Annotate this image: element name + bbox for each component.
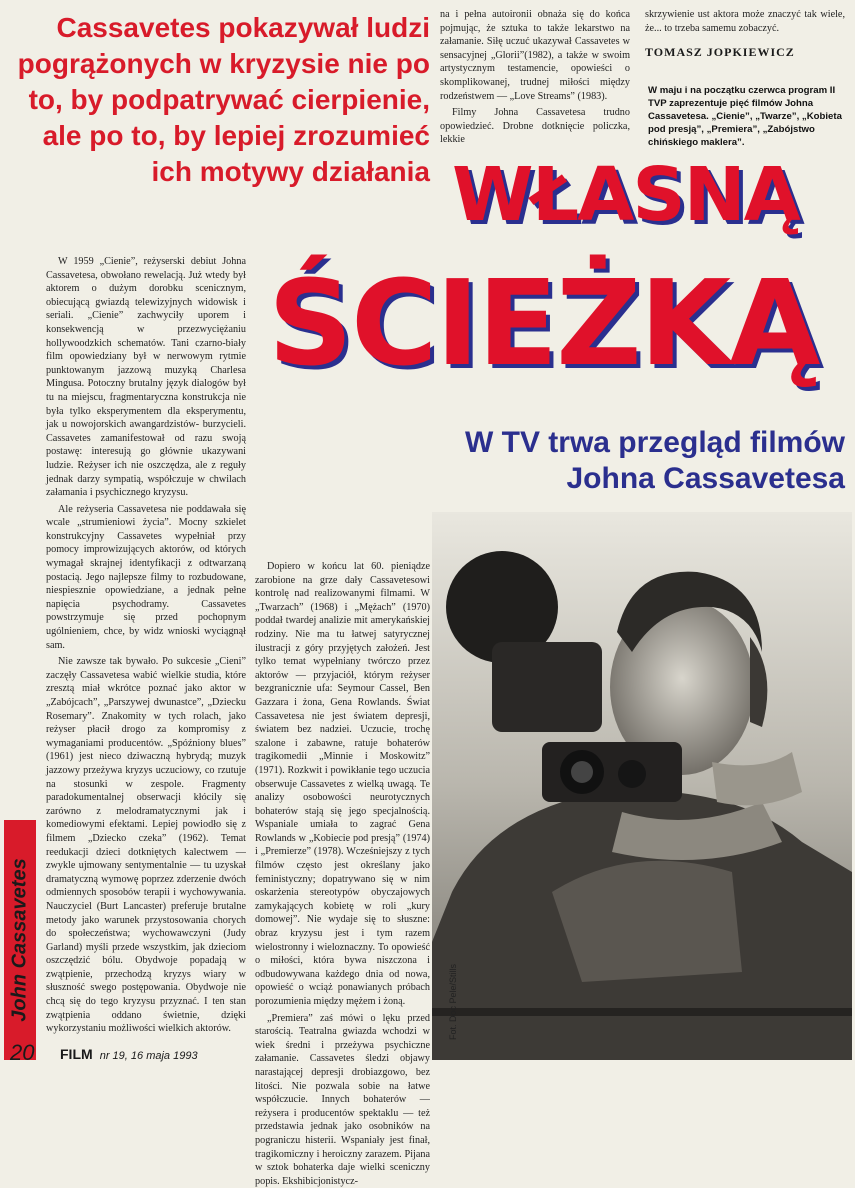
top-column-2 bbox=[645, 8, 845, 35]
footer bbox=[60, 1046, 198, 1062]
left-column bbox=[46, 255, 246, 1036]
side-label-tab bbox=[4, 820, 36, 1060]
top-column-1-text-2: Filmy Johna Cassavetesa trudno opowiedzieć. Drobne dotknięcie policzka, lekkie bbox=[440, 107, 630, 146]
left-column-paragraph: W 1959 „Cienie”, reżyserski debiut Johna Cassavetesa, obwołano rewelacją. Już wtedy był aktorem o dużym dorobku scenicznym, obiecującą gwiazdą telewizyjnych widowisk i seriali. „Cienie” zachwyciły uporem i konsekwencją w przezwyciężaniu hollywoodzkich schematów. Tani czarno-biały film opowiedziany był w nerwowym rytmie punktowanym jazzową muzyką Charlesa Mingusa. Potoczny brutalny język dialogów był tu na miejscu, fragmentaryczna konstrukcja nie była tylko eksperymentem dla eksperymentu, jak u nowojorskich awangardzistów- burzycieli. Cassavetes zamanifestował od razu swoją postawę: interesują go głównie ukazywani ludzie. Reżyser ich nie oszczędza, ale z reguły jednak darzy sympatią, współczuje w chwilach załamania i psychicznego kryzysu. bbox=[46, 256, 246, 499]
middle-column-paragraph: „Premiera” zaś mówi o lęku przed starością. Teatralna gwiazda wchodzi w wiek średni i przeżywa psychiczne załamanie. Cassavetes śledzi objawy narastającej depresji drobiazgowo, bez litości. Nie pozwala sobie na łatwe współczucie. Innych bohaterów — reżysera i producentów spektaklu — też przedstawia jednak jako osobników na pograniczu histerii. Wspaniały jest finał, tragikomiczny i heroiczny zarazem. Pijana w sztok bohaterka daje wielki sceniczny popis. Ekshibicjonistycz- bbox=[255, 1012, 430, 1187]
lead-headline: Cassavetes pokazywał ludzi pogrążonych w kryzysie nie po to, by podpatrywać cierpienie, ale po to, by lepiej zrozumieć ich motywy działania bbox=[17, 12, 430, 187]
subtitle: W TV trwa przegląd filmów Johna Cassavetesa bbox=[464, 426, 845, 495]
footer-magazine: FILM bbox=[60, 1046, 93, 1062]
top-column-1 bbox=[440, 8, 630, 147]
top-column-1-text: na i pełna autoironii obnaża się do końca pojmując, że sztuka to także lekarstwo na załamanie. Siłę uczuć ukazywał Cassavetes w sensacyjnej „Glorii”(1982), a także w swoim artystycznym testamencie, opowieści o skomplikowanej, trudnej miłości między rodzeństwem — „Love Streams” (1983). bbox=[440, 9, 630, 102]
side-label: John Cassavetes bbox=[8, 858, 31, 1022]
photo-credit: Fot. Doc Pele/Stills bbox=[448, 963, 458, 1040]
left-column-paragraph: Ale reżyseria Cassavetesa nie poddawała się wcale „strumieniowi życia”. Mocny szkielet konstrukcyjny Cassavetes wypełniał przy pomocy improwizujących aktorów, od których wymagał skrajnej identyfikacji z odtwarzaną postacią. Jego najlepsze filmy to rozbudowane, niespiesznie opowiedziane, a jednak pełne napięcia psychodramy. Cassavetes powstrzymuje się przed pochopnym ugólnieniem, chce, by widz wnioski wyciągnął sam. bbox=[46, 503, 246, 651]
director-photo bbox=[432, 512, 852, 1060]
middle-column-paragraph: Dopiero w końcu lat 60. pieniądze zarobione na grze dały Cassavetesowi kontrolę nad realizowanymi filmami. W „Twarzach” (1968) i „Mężach” (1970) poddał twardej analizie mit amerykańskiej rodziny. Nie ma tu łatwej satyrycznej ilustracji z góry przyjętych założeń. Jest tylko temat wypełniany twórczo przez aktorów — przyjaciół, którym reżyser bezgranicznie ufa: Seymour Cassel, Ben Gazzara i żona, Gena Rowlands. Świat Cassavetesa nie jest światem depresji, światem bez nadziei. Uczucie, trochę szalone i zabawne, ratuje bohaterów tragikomedii „Minnie i Moskowitz” (1971). Rozkwit i powikłanie tego uczucia obserwuje Cassavetes z wielką uwagą. Te analizy osobowości neurotycznych bohaterów stają się jego specjalnością. Wspaniale umiała to zagrać Gena Rowlands w „Kobiecie pod presją” (1974) i „Premierze” (1978). Wcześniejszy z tych filmów często jest określany jako feministyczny; dopatrywano się w nim oskarżenia stereotypów obyczajowych zamykających kobietę w roli „kury domowej”. Nie wydaje się to słuszne: obraz kryzysu jest i tym razem wielostronny i wieloznaczny. To opowieść o miłości, która bywa niszczona i odbudowywana każdego dnia od nowa, opowieść o wciąż ponawianych próbach porozumienia między mężem i żoną. bbox=[255, 561, 430, 1007]
program-note: W maju i na początku czerwca program II TVP zaprezentuje pięć filmów Johna Cassavetesa. „Cienie”, „Twarze”, „Kobieta pod presją”, „Premiera”, „Zabójstwo chińskiego maklera”. bbox=[648, 85, 842, 148]
left-column-paragraph: Nie zawsze tak bywało. Po sukcesie „Cieni” zaczęły Cassavetesa wabić wielkie studia, które zresztą miał wkrótce poznać jako aktor w „Zabójcach”, „Parszywej dwunastce”, „Dziecku Rosemary”. Znakomity w tych rolach, jako reżyser płacił drogo za kompromisy z wymaganiami producentów. „Spóźniony blues” (1961) jest nieco dziwaczną hybrydą; muzyk jazzowy przeżywa kryzys uczuciowy, co rzutuje na stosunki w zespole. Fragmenty paradokumentalnej obserwacji kłócily się zarówno z melodramatycznymi jak i komediowymi efektami. Lepiej powiodło się z filmem „Dziecko czeka” (1962). Temat reedukacji dzieci dotkniętych kalectwem — zwykle ujmowany sentymentalnie — tu uzyskał dramatyczną wymowę poprzez zderzenie dwóch odmiennych sposobów terapii i wychowywania. Nauczyciel (Burt Lancaster) preferuje brutalne metody jako warunek przystosowania chorych do społeczeństwa; wychowawczyni (Judy Garland) myśli przede wszystkim, jak dzieciom oszczędzić bólu. Obydwoje popadają w zwątpienie, przechodzą kryzys wiary w słuszność swego postępowania. Obydwoje nie chcą się do tego kryzysu przyznać. I ten stan zwątpienia oddano świetnie, dzięki wykorzystaniu możliwości wielkich aktorów. bbox=[46, 656, 246, 1035]
author-byline: TOMASZ JOPKIEWICZ bbox=[645, 45, 795, 59]
page-number: 20 bbox=[10, 1040, 35, 1065]
top-column-2-text: skrzywienie ust aktora może znaczyć tak wiele, że... to trzeba samemu zobaczyć. bbox=[645, 9, 845, 34]
title-line-2: ŚCIEŻKĄ bbox=[268, 254, 819, 392]
title-line-1: WŁASNĄ bbox=[452, 152, 799, 238]
footer-issue: nr 19, 16 maja 1993 bbox=[99, 1050, 198, 1062]
middle-column bbox=[255, 560, 430, 1188]
